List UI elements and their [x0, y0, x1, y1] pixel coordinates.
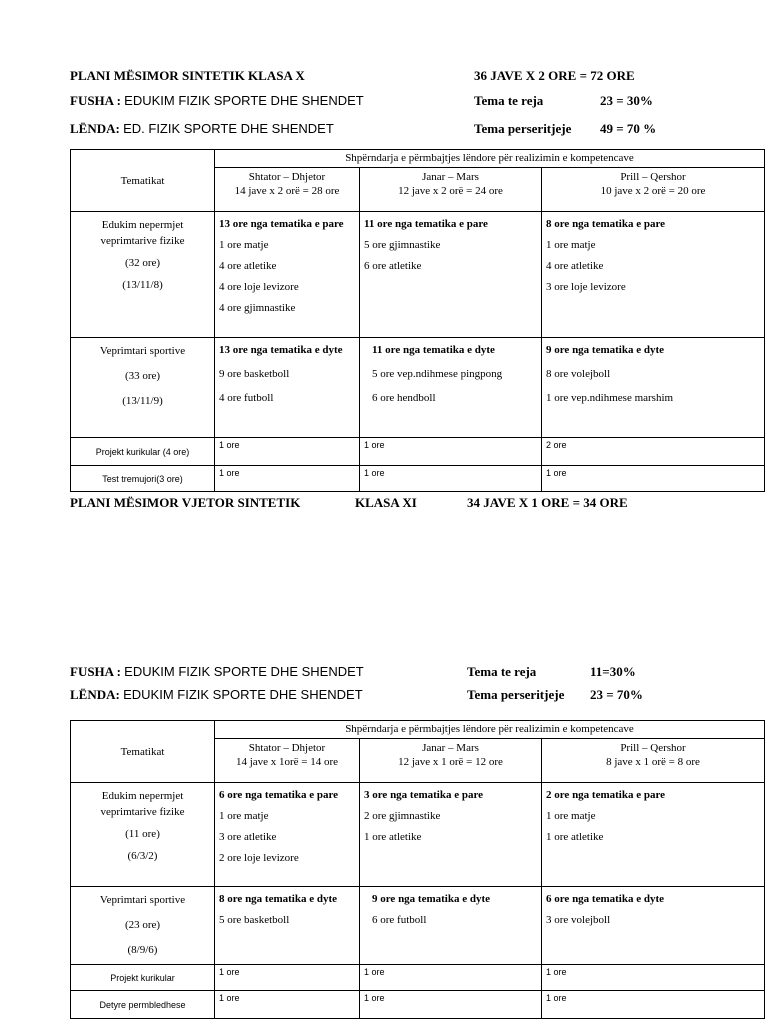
doc2-title: PLANI MËSIMOR VJETOR SINTETIK — [70, 495, 301, 510]
doc2-plan-table — [70, 720, 765, 1019]
cell-line: 4 ore atletike — [546, 260, 604, 272]
cell-line: 5 ore vep.ndihmese pingpong — [372, 368, 503, 380]
tematika-line: (13/11/8) — [122, 279, 163, 291]
cell-title: 11 ore nga tematika e dyte — [372, 344, 495, 356]
cell-line: 2 ore loje levizore — [219, 852, 299, 864]
doc2-tema-pers-label: Tema perseritjeje — [467, 687, 565, 702]
cell-title: 6 ore nga tematika e pare — [219, 789, 339, 801]
table-row — [71, 965, 765, 991]
doc2-tema-reja-value: 11=30% — [590, 664, 636, 679]
doc1-tema-reja-value: 23 = 30% — [600, 93, 653, 108]
doc1-extra2-v3: 1 ore — [542, 466, 765, 492]
doc1-lenda — [70, 121, 334, 137]
tematika-line: (8/9/6) — [127, 944, 158, 956]
tematika-line: Veprimtari sportive — [99, 345, 186, 357]
table-row — [71, 466, 765, 492]
doc1-extra2-label: Test tremujori(3 ore) — [71, 466, 215, 492]
tematika-line: (23 ore) — [124, 919, 161, 931]
cell-line: 1 ore matje — [219, 239, 269, 251]
doc2-row1-col1 — [215, 783, 360, 887]
doc1-tema-pers-label: Tema perseritjeje — [474, 121, 572, 136]
doc1-extra1-label: Projekt kurikular (4 ore) — [71, 438, 215, 466]
cell-line: 3 ore atletike — [219, 831, 277, 843]
period-name: Shtator – Dhjetor — [248, 171, 326, 183]
period-hours: 8 jave x 1 orë = 8 ore — [606, 756, 700, 768]
table-row — [71, 991, 765, 1019]
doc2-fusha-value: EDUKIM FIZIK SPORTE DHE SHENDET — [124, 664, 364, 679]
doc2-extra2-v3: 1 ore — [542, 991, 765, 1019]
cell-line: 4 ore loje levizore — [219, 281, 299, 293]
cell-title: 13 ore nga tematika e pare — [219, 218, 344, 230]
cell-line: 3 ore loje levizore — [546, 281, 626, 293]
doc2-extra1-v3: 1 ore — [542, 965, 765, 991]
doc1-row2-col2 — [360, 338, 542, 438]
period-hours: 12 jave x 2 orë = 24 ore — [398, 185, 503, 197]
doc2-extra2-label: Detyre permbledhese — [71, 991, 215, 1019]
cell-line: 1 ore matje — [546, 810, 596, 822]
doc1-fusha — [70, 93, 364, 109]
cell-title: 13 ore nga tematika e dyte — [219, 344, 343, 356]
cell-line: 1 ore matje — [219, 810, 269, 822]
doc1-row2-col1 — [215, 338, 360, 438]
doc2-th-period-3 — [542, 739, 765, 783]
doc1-lenda-value: ED. FIZIK SPORTE DHE SHENDET — [123, 121, 334, 136]
doc2-lenda — [70, 687, 363, 703]
doc1-extra1-v3: 2 ore — [542, 438, 765, 466]
doc1-th-period-1 — [215, 168, 360, 212]
doc2-fusha-label: FUSHA : — [70, 664, 121, 679]
doc1-extra2-v1: 1 ore — [215, 466, 360, 492]
period-name: Prill – Qershor — [620, 171, 686, 183]
doc1-row1-col2 — [360, 212, 542, 338]
table-row — [71, 338, 765, 438]
doc1-tema-pers-value: 49 = 70 % — [600, 121, 657, 136]
cell-line: 4 ore gjimnastike — [219, 302, 296, 314]
cell-line: 1 ore atletike — [546, 831, 604, 843]
tematika-line: (13/11/9) — [122, 395, 163, 407]
doc1-row1-tematika — [71, 212, 215, 338]
doc1-extra1-v2: 1 ore — [360, 438, 542, 466]
doc1-th-period-2 — [360, 168, 542, 212]
doc2-th-period-2 — [360, 739, 542, 783]
cell-line: 9 ore basketboll — [219, 368, 290, 380]
period-name: Janar – Mars — [422, 742, 479, 754]
doc2-th-distribution: Shpërndarja e përmbajtjes lëndore për realizimin e kompetencave — [215, 721, 765, 739]
tematika-line: (11 ore) — [125, 828, 160, 840]
doc1-row1-col1 — [215, 212, 360, 338]
doc2-row2-col3 — [542, 887, 765, 965]
cell-title: 3 ore nga tematika e pare — [364, 789, 484, 801]
cell-line: 6 ore hendboll — [372, 392, 436, 404]
cell-line: 2 ore gjimnastike — [364, 810, 441, 822]
doc2-th-tematikat: Tematikat — [71, 721, 215, 783]
cell-line: 4 ore atletike — [219, 260, 277, 272]
doc1-extra2-v2: 1 ore — [360, 466, 542, 492]
doc2-row1-col3 — [542, 783, 765, 887]
tematika-line: (6/3/2) — [127, 850, 158, 862]
cell-title: 2 ore nga tematika e pare — [546, 789, 666, 801]
table-row — [71, 438, 765, 466]
cell-title: 11 ore nga tematika e pare — [364, 218, 488, 230]
doc2-extra1-label: Projekt kurikular — [71, 965, 215, 991]
period-hours: 10 jave x 2 orë = 20 ore — [600, 185, 706, 197]
doc2-extra2-v1: 1 ore — [215, 991, 360, 1019]
table-row — [71, 783, 765, 887]
doc2-row2-col1 — [215, 887, 360, 965]
doc1-th-distribution: Shpërndarja e përmbajtjes lëndore për realizimin e kompetencave — [215, 150, 765, 168]
cell-line: 5 ore basketboll — [219, 914, 290, 926]
doc2-row2-col2 — [360, 887, 542, 965]
cell-line: 8 ore volejboll — [546, 368, 611, 380]
period-name: Janar – Mars — [422, 171, 479, 183]
doc1-fusha-label: FUSHA : — [70, 93, 121, 108]
doc1-row2-col3 — [542, 338, 765, 438]
doc1-fusha-value: EDUKIM FIZIK SPORTE DHE SHENDET — [124, 93, 364, 108]
doc2-tema-reja-label: Tema te reja — [467, 664, 537, 679]
doc2-th-period-1 — [215, 739, 360, 783]
doc2-tema-pers-value: 23 = 70% — [590, 687, 643, 702]
doc1-tema-reja-label: Tema te reja — [474, 93, 544, 108]
tematika-line: Veprimtari sportive — [99, 894, 186, 906]
table-row — [71, 212, 765, 338]
cell-line: 1 ore vep.ndihmese marshim — [546, 392, 674, 404]
doc1-th-period-3 — [542, 168, 765, 212]
doc2-extra1-v2: 1 ore — [360, 965, 542, 991]
tematika-line: veprimtarive fizike — [100, 806, 185, 818]
cell-line: 4 ore futboll — [219, 392, 274, 404]
table-row — [71, 887, 765, 965]
doc1-row2-tematika — [71, 338, 215, 438]
cell-title: 8 ore nga tematika e dyte — [219, 893, 338, 905]
cell-line: 1 ore atletike — [364, 831, 422, 843]
doc2-extra1-v1: 1 ore — [215, 965, 360, 991]
doc1-th-tematikat: Tematikat — [71, 150, 215, 212]
tematika-line: (32 ore) — [124, 257, 161, 269]
doc2-extra2-v2: 1 ore — [360, 991, 542, 1019]
cell-title: 6 ore nga tematika e dyte — [546, 893, 665, 905]
doc1-row1-col3 — [542, 212, 765, 338]
doc2-row1-tematika — [71, 783, 215, 887]
period-hours: 14 jave x 1orë = 14 ore — [235, 756, 339, 768]
tematika-line: Edukim nepermjet — [101, 790, 184, 802]
doc1-title: PLANI MËSIMOR SINTETIK KLASA X — [70, 68, 305, 83]
cell-line: 3 ore volejboll — [546, 914, 611, 926]
tematika-line: (33 ore) — [124, 370, 161, 382]
cell-line: 5 ore gjimnastike — [364, 239, 441, 251]
doc2-hours: 34 JAVE X 1 ORE = 34 ORE — [467, 495, 628, 510]
period-hours: 14 jave x 2 orë = 28 ore — [234, 185, 340, 197]
period-name: Shtator – Dhjetor — [248, 742, 326, 754]
doc1-hours: 36 JAVE X 2 ORE = 72 ORE — [474, 68, 635, 83]
cell-line: 6 ore atletike — [364, 260, 422, 272]
cell-title: 8 ore nga tematika e pare — [546, 218, 666, 230]
doc2-row2-tematika — [71, 887, 215, 965]
doc2-lenda-value: EDUKIM FIZIK SPORTE DHE SHENDET — [123, 687, 363, 702]
doc1-lenda-label: LËNDA: — [70, 121, 120, 136]
tematika-line: veprimtarive fizike — [100, 235, 185, 247]
doc2-klasa: KLASA XI — [355, 495, 417, 510]
doc2-fusha — [70, 664, 364, 680]
tematika-line: Edukim nepermjet — [101, 219, 184, 231]
period-name: Prill – Qershor — [620, 742, 686, 754]
cell-line: 6 ore futboll — [372, 914, 427, 926]
doc1-extra1-v1: 1 ore — [215, 438, 360, 466]
cell-line: 1 ore matje — [546, 239, 596, 251]
cell-title: 9 ore nga tematika e dyte — [372, 893, 491, 905]
doc2-lenda-label: LËNDA: — [70, 687, 120, 702]
doc2-row1-col2 — [360, 783, 542, 887]
cell-title: 9 ore nga tematika e dyte — [546, 344, 665, 356]
doc1-plan-table — [70, 149, 765, 492]
period-hours: 12 jave x 1 orë = 12 ore — [398, 756, 503, 768]
